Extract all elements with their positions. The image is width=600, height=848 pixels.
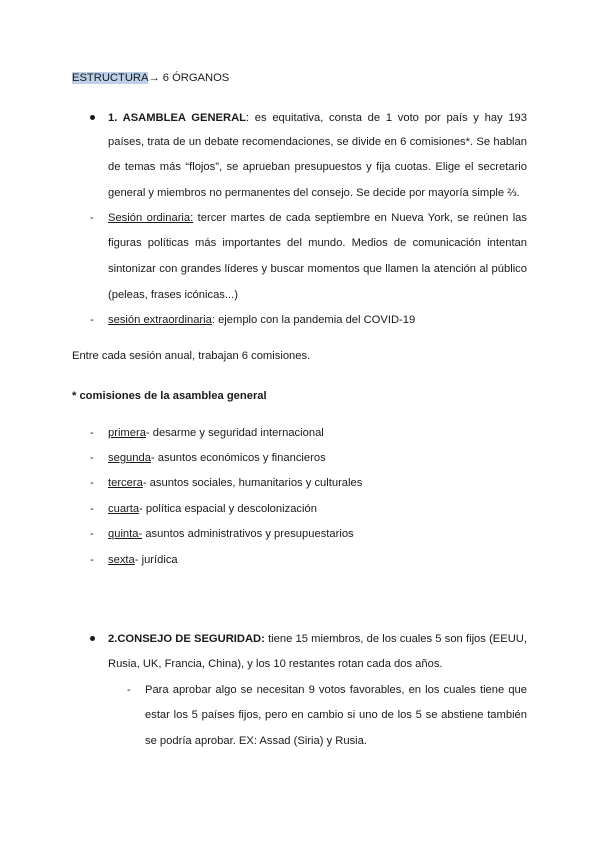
heading-highlight: ESTRUCTURA [72, 72, 149, 84]
consejo-sub-line-3: se podría aprobar. EX: Assad (Siria) y Rusia. [145, 735, 367, 747]
comision-label: segunda [108, 452, 151, 464]
comision-text: - jurídica [134, 554, 178, 566]
comision-text: - asuntos económicos y financieros [150, 452, 326, 464]
consejo-sub-line-2: estar los 5 países fijos, pero en cambio si uno de los 5 se abstiene también [145, 709, 527, 721]
comision-item [108, 451, 326, 465]
asamblea-line-4: general y miembros no permanentes del consejo. Se decide por mayoría simple ⅔. [108, 187, 520, 199]
comision-item [108, 553, 178, 567]
comision-item [108, 527, 354, 541]
comision-item [108, 502, 317, 516]
comision-item [108, 476, 362, 490]
ordinaria-text: tercer martes de cada septiembre en Nueva York, se reúnen las [193, 212, 527, 224]
ordinaria-label: Sesión ordinaria: [108, 212, 194, 224]
ordinaria-line-3: sintonizar con grandes líderes y buscar momentos que llamen la atención al público [108, 263, 527, 275]
comision-label: quinta- [108, 528, 143, 540]
structure-heading [72, 71, 229, 85]
dash-marker: - [90, 427, 94, 439]
heading-rest: 6 ÓRGANOS [159, 72, 230, 84]
asamblea-line-2: países, trata de un debate recomendaciones, se divide en 6 comisiones*. Se hablan [108, 136, 527, 148]
dash-marker: - [90, 452, 94, 464]
consejo-text: tiene 15 miembros, de los cuales 5 son fijos (EEUU, [264, 633, 527, 645]
comision-text: - desarme y seguridad internacional [145, 427, 324, 439]
consejo-title: 2.CONSEJO DE SEGURIDAD: [108, 633, 265, 645]
ordinaria-line-1 [108, 211, 527, 225]
consejo-line-2: Rusia, UK, Francia, China), y los 10 restantes rotan cada dos años. [108, 658, 443, 670]
extraordinaria-line [108, 313, 415, 327]
dash-marker: - [90, 503, 94, 515]
extraordinaria-label: sesión extraordinaria [108, 314, 212, 326]
consejo-sub-line-1: Para aprobar algo se necesitan 9 votos favorables, en los cuales tiene que [145, 684, 527, 696]
comision-text: - política espacial y descolonización [139, 503, 317, 515]
dash-marker: - [90, 314, 94, 326]
comision-text: asuntos administrativos y presupuestarios [142, 528, 354, 540]
arrow-symbol: → [148, 72, 160, 84]
bullet-dot [90, 636, 95, 641]
extraordinaria-text: : ejemplo con la pandemia del COVID-19 [211, 314, 416, 326]
dash-marker: - [90, 212, 94, 224]
comision-label: primera [108, 427, 146, 439]
asamblea-line-3: de temas más “flojos”, se aprueban presupuestos y fija cuotas. Elige el secretario [108, 161, 527, 173]
asamblea-line-1 [108, 111, 527, 125]
dash-marker: - [90, 554, 94, 566]
comision-label: tercera [108, 477, 143, 489]
dash-marker: - [127, 684, 131, 696]
entre-cada-paragraph: Entre cada sesión anual, trabajan 6 comisiones. [72, 350, 311, 362]
consejo-line-1 [108, 632, 527, 646]
ordinaria-line-2: figuras políticas más importantes del mundo. Medios de comunicación intentan [108, 237, 527, 249]
dash-marker: - [90, 528, 94, 540]
comision-label: sexta [108, 554, 135, 566]
asamblea-text: : es equitativa, consta de 1 voto por país y hay 193 [246, 112, 528, 124]
ordinaria-line-4: (peleas, frases icónicas...) [108, 289, 238, 301]
comision-label: cuarta [108, 503, 140, 515]
dash-marker: - [90, 477, 94, 489]
comision-text: - asuntos sociales, humanitarios y culturales [142, 477, 363, 489]
comision-item [108, 426, 324, 440]
asamblea-title: 1. ASAMBLEA GENERAL [108, 112, 246, 124]
comisiones-title: * comisiones de la asamblea general [72, 390, 267, 402]
bullet-dot [90, 115, 95, 120]
